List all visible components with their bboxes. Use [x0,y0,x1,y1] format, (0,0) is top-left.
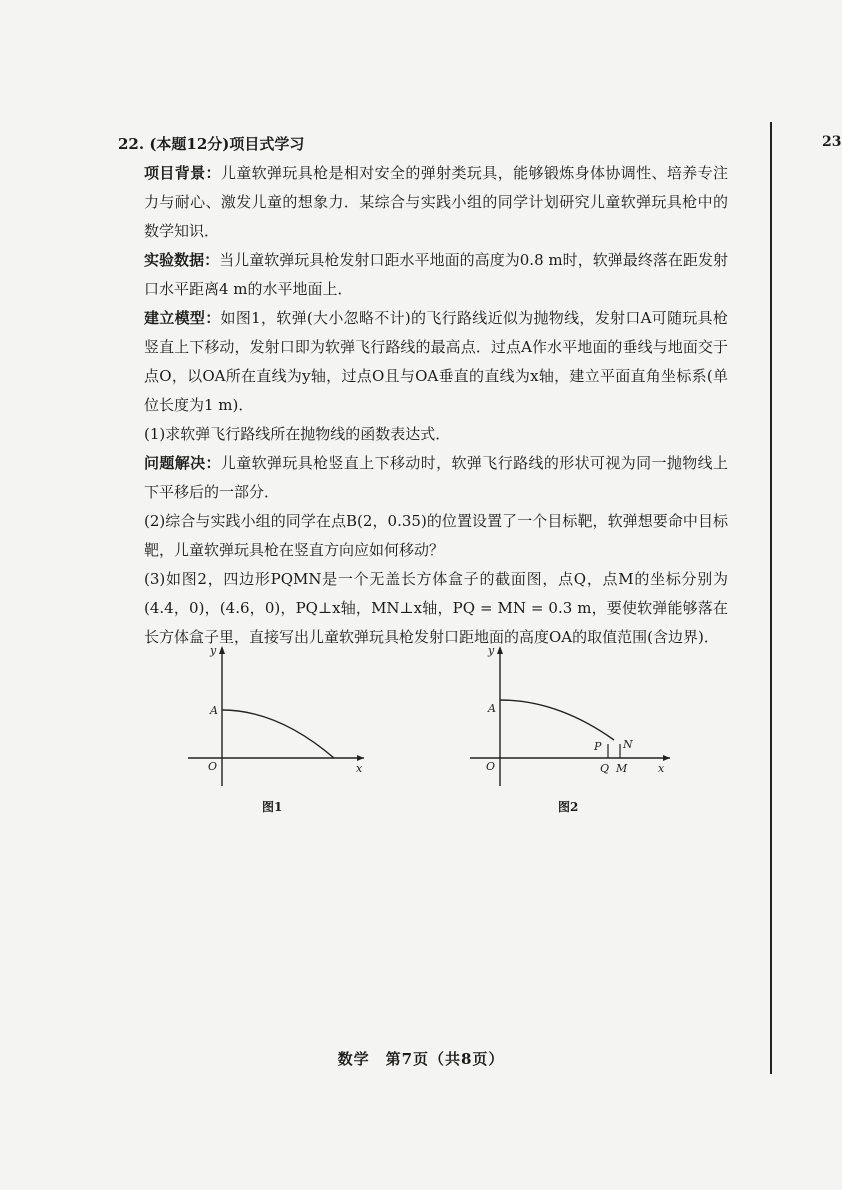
solve-paragraph [118,449,728,507]
y-axis-arrow [497,646,503,654]
x-axis-arrow [357,755,364,761]
subquestion-1: (1)求软弹飞行路线所在抛物线的函数表达式． [144,425,451,443]
model-paragraph [118,304,728,420]
page-footer: 数学 第7页（共8页） [337,1050,505,1068]
y-axis-label: y [488,644,495,657]
x-axis-label: x [356,762,363,775]
solve-label: 问题解决： [144,454,221,472]
data-label: 实验数据： [144,251,220,269]
point-p-label: P [594,740,602,753]
model-text: 如图1，软弹(大小忽略不计)的飞行路线近似为抛物线，发射口A可随玩具枪竖直上下移动，发射口即为软弹飞行路线的最高点．过点A作水平地面的垂线与地面交于点O，以OA所在直线为y轴，过点O且与OA垂直的直线为x轴，建立平面直角坐标系(单位长度为1 m)． [144,309,728,414]
point-m-label: M [616,762,628,775]
figure-1 [170,640,370,814]
subquestion-3: (3)如图2，四边形PQMN是一个无盖长方体盒子的截面图，点Q，点M的坐标分别为(4.4，0)，(4.6，0)，PQ⊥x轴，MN⊥x轴，PQ = MN = 0.3 m，要使软弹能够落在长方体盒子里，直接写出儿童软弹玩具枪发射口距地面的高度OA的取值范围(含边界)． [144,570,728,646]
subquestion-2: (2)综合与实践小组的同学在点B(2，0.35)的位置设置了一个目标靶，软弹想要命中目标靶，儿童软弹玩具枪在竖直方向应如何移动？ [144,512,728,559]
x-axis-arrow [663,755,670,761]
solve-text: 儿童软弹玩具枪竖直上下移动时，软弹飞行路线的形状可视为同一抛物线上下平移后的一部分． [144,454,728,501]
trajectory-curve [222,710,334,758]
point-a-label: A [210,704,218,717]
point-n-label: N [623,738,633,751]
point-a-label: A [488,702,496,715]
origin-label: O [486,760,496,773]
y-axis-arrow [219,646,225,654]
figure-2-caption: 图2 [558,800,579,814]
model-label: 建立模型： [144,309,221,327]
data-paragraph [118,246,728,304]
background-label: 项目背景： [144,164,221,182]
background-paragraph [118,159,728,246]
trajectory-curve [500,700,614,740]
y-axis-label: y [210,644,217,657]
background-text: 儿童软弹玩具枪是相对安全的弹射类玩具，能够锻炼身体协调性、培养专注力与耐心、激发儿童的想象力．某综合与实践小组的同学计划研究儿童软弹玩具枪中的数学知识． [144,164,728,240]
point-q-label: Q [600,762,610,775]
figure-1-graph [170,640,370,790]
data-text: 当儿童软弹玩具枪发射口距水平地面的高度为0.8 m时，软弹最终落在距发射口水平距离4 m的水平地面上． [144,251,728,298]
question-22 [118,130,728,652]
x-axis-label: x [658,762,665,775]
figure-2-graph [466,640,676,790]
figures [170,640,710,830]
question-heading: 22. (本题12分)项目式学习 [118,135,305,153]
next-question-number: 23 [822,134,842,150]
margin-rule [770,122,772,1074]
origin-label: O [208,760,218,773]
figure-2 [466,640,676,814]
figure-1-caption: 图1 [262,800,283,814]
